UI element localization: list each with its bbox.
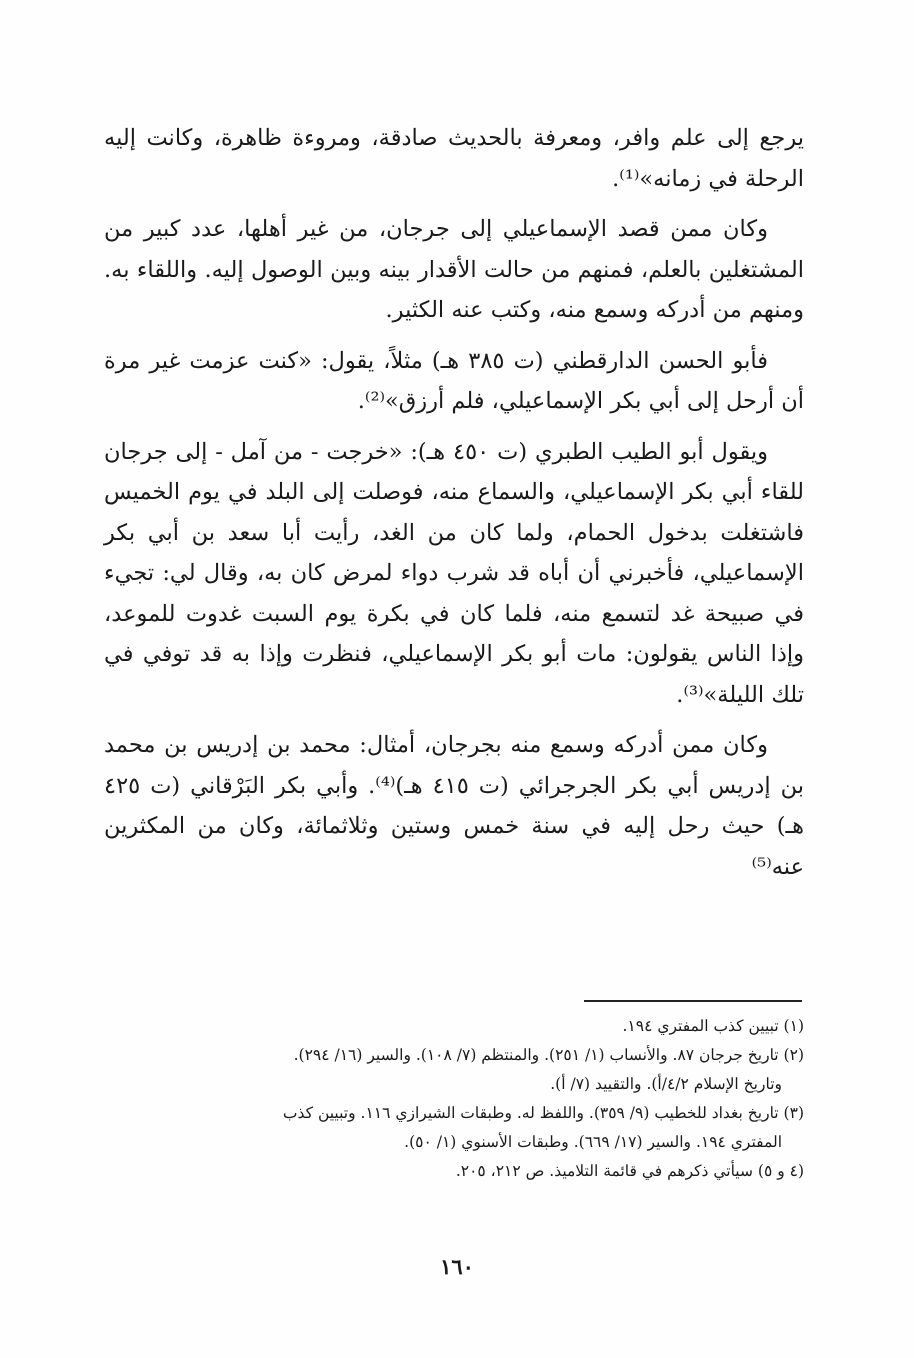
paragraph-4: ويقول أبو الطيب الطبري (ت ٤٥٠ هـ): «خرجت - من آمل - إلى جرجان للقاء أبي بكر الإسماعيلي، والسماع منه، فوصلت إلى البلد في يوم الخميس فاشتغلت بدخول الحمام، ولما كان من الغد، رأيت أبا سعد بن أبي بكر الإسماعيلي، فأخبرني أن أباه قد شرب دواء لمرض كان به، وقال لي: تجيء في صبيحة غد لتسمع منه، فلما كان في بكرة يوم السبت غدوت للموعد، وإذا الناس يقولون: مات أبو بكر الإسماعيلي، فنظرت وإذا به قد توفي في تلك الليلة»⁽³⁾. xyxy=(104,438,804,708)
footnote-1: (١) تبيين كذب المفتري ١٩٤. xyxy=(622,1017,804,1035)
paragraph-1: يرجع إلى علم وافر، ومعرفة بالحديث صادقة، ومروءة ظاهرة، وكانت إليه الرحلة في زمانه»⁽¹⁾. xyxy=(104,125,804,192)
footnote-3-continued: المفتري ١٩٤. والسير (١٧/ ٦٦٩). وطبقات الأسنوي (١/ ٥٠). xyxy=(404,1133,782,1151)
footnote-2-continued: وتاريخ الإسلام ٤/٢/أ). والتقييد (٧/ أ). xyxy=(550,1075,782,1093)
footnote-separator xyxy=(584,1000,802,1002)
paragraph-3: فأبو الحسن الدارقطني (ت ٣٨٥ هـ) مثلاً، يقول: «كنت عزمت غير مرة أن أرحل إلى أبي بكر الإسماعيلي، فلم أرزق»⁽²⁾. xyxy=(104,347,804,414)
footnote-3: (٣) تاريخ بغداد للخطيب (٩/ ٣٥٩). واللفظ له. وطبقات الشيرازي ١١٦. وتبيين كذب xyxy=(282,1104,804,1122)
paragraph-2: وكان ممن قصد الإسماعيلي إلى جرجان، من غير أهلها، عدد كبير من المشتغلين بالعلم، فمنهم من حالت الأقدار بينه وبين الوصول إليه. واللقاء به. ومنهم من أدركه وسمع منه، وكتب عنه الكثير. xyxy=(104,216,804,323)
main-text xyxy=(104,118,804,887)
footnotes xyxy=(104,1012,804,1186)
page-number: ١٦٠ xyxy=(440,1254,474,1279)
footnote-4-5: (٤ و ٥) سيأتي ذكرهم في قائمة التلاميذ. ص ٢١٢، ٢٠٥. xyxy=(455,1162,804,1180)
footnote-2: (٢) تاريخ جرجان ٨٧. والأنساب (١/ ٢٥١). والمنتظم (٧/ ١٠٨). والسير (١٦/ ٢٩٤). xyxy=(293,1046,804,1064)
paragraph-5: وكان ممن أدركه وسمع منه بجرجان، أمثال: محمد بن إدريس بن محمد بن إدريس أبي بكر الجرجرائي (ت ٤١٥ هـ)⁽⁴⁾. وأبي بكر البَرْقاني (ت ٤٢٥ هـ) حيث رحل إليه في سنة خمس وستين وثلاثمائة، وكان من المكثرين عنه⁽⁵⁾ xyxy=(104,732,804,880)
